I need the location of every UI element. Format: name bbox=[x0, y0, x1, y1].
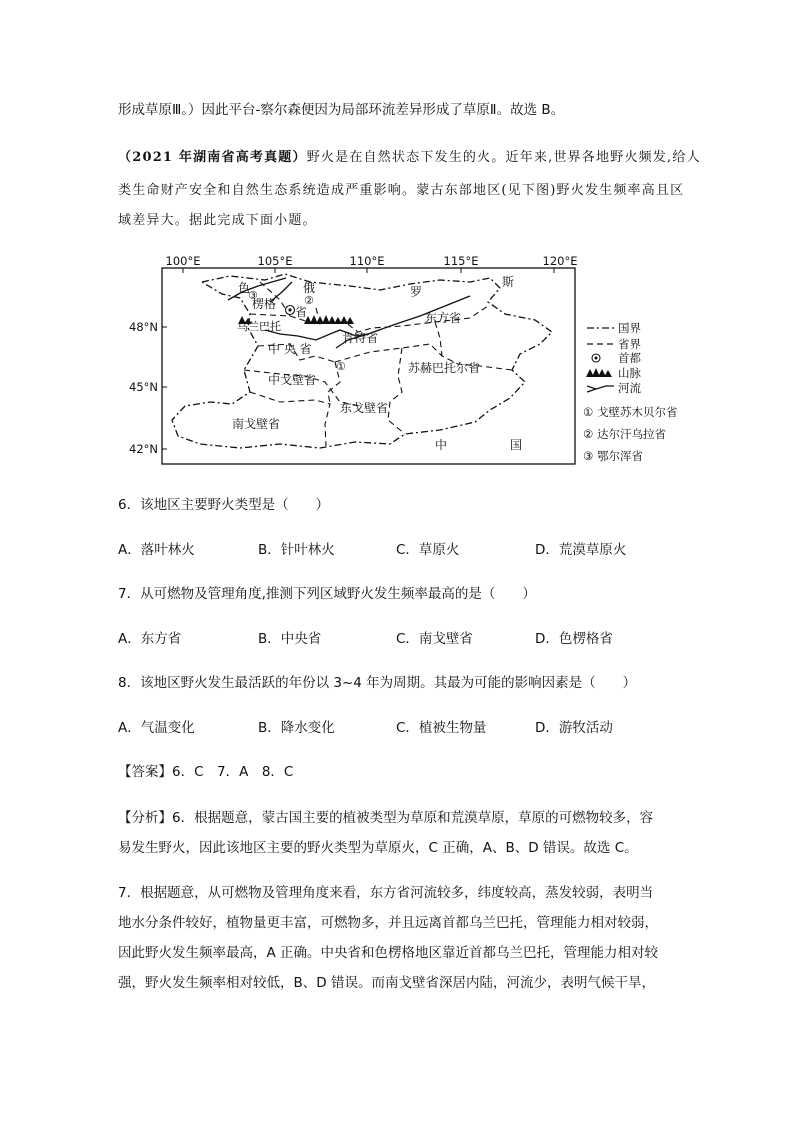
label-se: 色 bbox=[238, 281, 251, 295]
intro-line: 形成草原Ⅲ。）因此平台-察尔森便因为局部环流差异形成了草原Ⅱ。故选 B。 bbox=[118, 102, 565, 118]
q7-option-b: B．中央省 bbox=[258, 631, 322, 647]
q8-option-b: B．降水变化 bbox=[258, 720, 335, 736]
capital-ulaanbaatar bbox=[286, 306, 295, 315]
question-7-stem: 7．从可燃物及管理角度,推测下列区域野火发生频率最高的是（ ） bbox=[118, 586, 536, 602]
analysis-line-1: 【分析】6．根据题意，蒙古国主要的植被类型为草原和荒漠草原，草原的可燃物较多，容 bbox=[118, 810, 654, 826]
marker-2: ② bbox=[304, 294, 314, 307]
note-1: ① 戈壁苏木贝尔省 bbox=[583, 405, 678, 419]
label-zhongyang: 中 央 省 bbox=[268, 342, 312, 356]
question-source: （2021 年湖南省高考真题） bbox=[118, 150, 307, 165]
label-sheng-top: 省 bbox=[295, 305, 308, 319]
legend-label-river: 河流 bbox=[618, 381, 641, 395]
label-dongfang: 东方省 bbox=[425, 311, 462, 325]
q6-option-a: A．落叶林火 bbox=[118, 542, 195, 558]
question-stem-line-3: 域差异大。据此完成下面小题。 bbox=[118, 213, 317, 228]
label-lenggeshi: 楞格 bbox=[252, 297, 277, 311]
label-zhong: 中 bbox=[435, 438, 448, 452]
legend-label-province-border: 省界 bbox=[618, 337, 641, 351]
label-donggobi: 东戈壁省 bbox=[340, 401, 389, 415]
answer-line: 【答案】6．C 7．A 8．C bbox=[118, 764, 294, 780]
label-e: 俄 bbox=[303, 281, 316, 295]
q6-option-b: B．针叶林火 bbox=[258, 542, 335, 558]
analysis-line-6: 强，野火发生频率相对较低，B、D 错误。而南戈壁省深居内陆，河流少，表明气候干旱， bbox=[118, 975, 655, 991]
legend-mountain-symbol bbox=[586, 368, 612, 377]
question-6-stem: 6．该地区主要野火类型是（ ） bbox=[118, 497, 330, 513]
lat-label-48: 48°N bbox=[129, 320, 158, 334]
lon-ticks bbox=[183, 268, 554, 273]
label-nangobi: 南戈壁省 bbox=[232, 417, 281, 431]
q7-option-c: C．南戈壁省 bbox=[396, 631, 473, 647]
lat-label-42: 42°N bbox=[129, 442, 158, 456]
marker-1: ① bbox=[336, 360, 346, 373]
question-stem-line-2: 类生命财产安全和自然生态系统造成严重影响。蒙古东部地区(见下图)野火发生频率高且区 bbox=[118, 183, 685, 198]
lon-label-110: 110°E bbox=[349, 254, 385, 268]
map-legend bbox=[583, 321, 678, 463]
analysis-line-5: 因此野火发生频率最高，A 正确。中央省和色楞格地区靠近首都乌兰巴托，管理能力相对较 bbox=[118, 945, 659, 961]
label-kenteshi: 肯特省 bbox=[342, 331, 379, 345]
legend-label-national-border: 国界 bbox=[618, 321, 641, 335]
lon-label-100: 100°E bbox=[165, 254, 201, 268]
marker-3: ③ bbox=[248, 289, 258, 302]
map-frame bbox=[162, 268, 575, 464]
question-stem-line-1 bbox=[118, 148, 701, 168]
analysis-line-3: 7．根据题意，从可燃物及管理角度来看，东方省河流较多，纬度较高，蒸发较弱，表明当 bbox=[118, 885, 654, 901]
note-3: ③ 鄂尔浑省 bbox=[583, 449, 643, 463]
label-suhebatuo: 苏赫巴托尔省 bbox=[408, 361, 481, 375]
q6-option-c: C．草原火 bbox=[396, 542, 460, 558]
lat-label-45: 45°N bbox=[129, 380, 158, 394]
label-zhonggobi: 中戈壁省 bbox=[268, 373, 317, 387]
legend-river-symbol bbox=[587, 386, 614, 389]
analysis-line-2: 易发生野火，因此该地区主要的野火类型为草原火，C 正确，A、B、D 错误。故选 C。 bbox=[118, 840, 638, 856]
mongolia-map bbox=[129, 252, 700, 467]
legend-label-capital: 首都 bbox=[618, 351, 641, 365]
label-si: 斯 bbox=[502, 275, 515, 289]
question-stem-text-1: 野火是在自然状态下发生的火。近年来,世界各地野火频发,给人 bbox=[306, 150, 701, 165]
q8-option-c: C．植被生物量 bbox=[396, 720, 487, 736]
label-guo: 国 bbox=[510, 438, 523, 452]
q8-option-d: D．游牧活动 bbox=[535, 720, 613, 736]
analysis-line-4: 地水分条件较好，植物量更丰富，可燃物多，并且远离首都乌兰巴托，管理能力相对较弱， bbox=[118, 915, 658, 931]
legend-label-mountain: 山脉 bbox=[618, 366, 641, 380]
label-luo: 罗 bbox=[410, 285, 423, 299]
question-8-stem: 8．该地区野火发生最活跃的年份以 3~4 年为周期。其最为可能的影响因素是（ ） bbox=[118, 675, 637, 691]
lon-label-105: 105°E bbox=[257, 254, 293, 268]
note-2: ② 达尔汗乌拉省 bbox=[583, 427, 666, 441]
q8-option-a: A．气温变化 bbox=[118, 720, 195, 736]
label-ulaanbaatar: 乌兰巴托 bbox=[237, 320, 281, 333]
q7-option-a: A．东方省 bbox=[118, 631, 182, 647]
q7-option-d: D．色楞格省 bbox=[535, 631, 613, 647]
lon-label-120: 120°E bbox=[542, 254, 578, 268]
q6-option-d: D．荒漠草原火 bbox=[535, 542, 627, 558]
lon-label-115: 115°E bbox=[443, 254, 479, 268]
